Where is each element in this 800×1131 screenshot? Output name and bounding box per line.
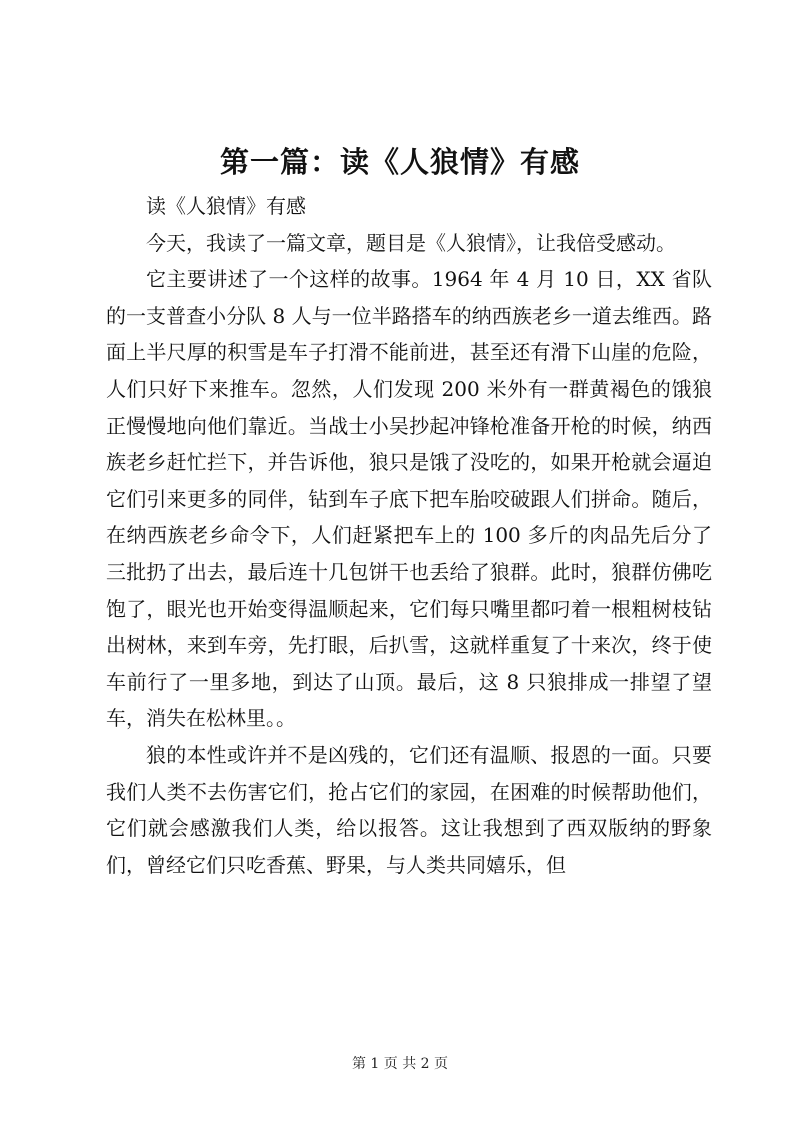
paragraph-subtitle: 读《人狼情》有感 <box>146 194 306 218</box>
document-body <box>106 188 712 883</box>
paragraph-intro: 今天，我读了一篇文章，题目是《人狼情》，让我倍受感动。 <box>146 230 676 255</box>
document-title: 第一篇：读《人狼情》有感 <box>219 145 580 179</box>
paragraph-story: 它主要讲述了一个这样的故事。1964 年 4 月 10 日，XX 省队的一支普查小分队 8 人与一位半路搭车的纳西族老乡一道去维西。路面上半尺厚的积雪是车子打滑不能前进，甚至还有滑下山崖的危险，人们只好下来推车。忽然，人们发现 200 米外有一群黄褐色的饿狼正慢慢地向他们靠近。当战士小吴抄起冲锋枪准备开枪的时候，纳西族老乡赶忙拦下，并告诉他，狼只是饿了没吃的，如果开枪就会逼迫它们引来更多的同伴，钻到车子底下把车胎咬破跟人们拼命。随后，在纳西族老乡命令下，人们赶紧把车上的 100 多斤的肉品先后分了三批扔了出去，最后连十几包饼干也丢给了狼群。此时，狼群仿佛吃饱了，眼光也开始变得温顺起来，它们每只嘴里都叼着一根粗树枝钻出树林，来到车旁，先打眼，后扒雪，这就样重复了十来次，终于使车前行了一里多地，到达了山顶。最后，这 8 只狼排成一排望了望车，消失在松林里。。 <box>106 267 712 731</box>
paragraph-reflection: 狼的本性或许并不是凶残的，它们还有温顺、报恩的一面。只要我们人类不去伤害它们，抢占它们的家园，在困难的时候帮助他们，它们就会感激我们人类，给以报答。这让我想到了西双版纳的野象们，曾经它们只吃香蕉、野果，与人类共同嬉乐，但 <box>106 742 712 877</box>
page-number-footer: 第 1 页 共 2 页 <box>351 1056 449 1072</box>
